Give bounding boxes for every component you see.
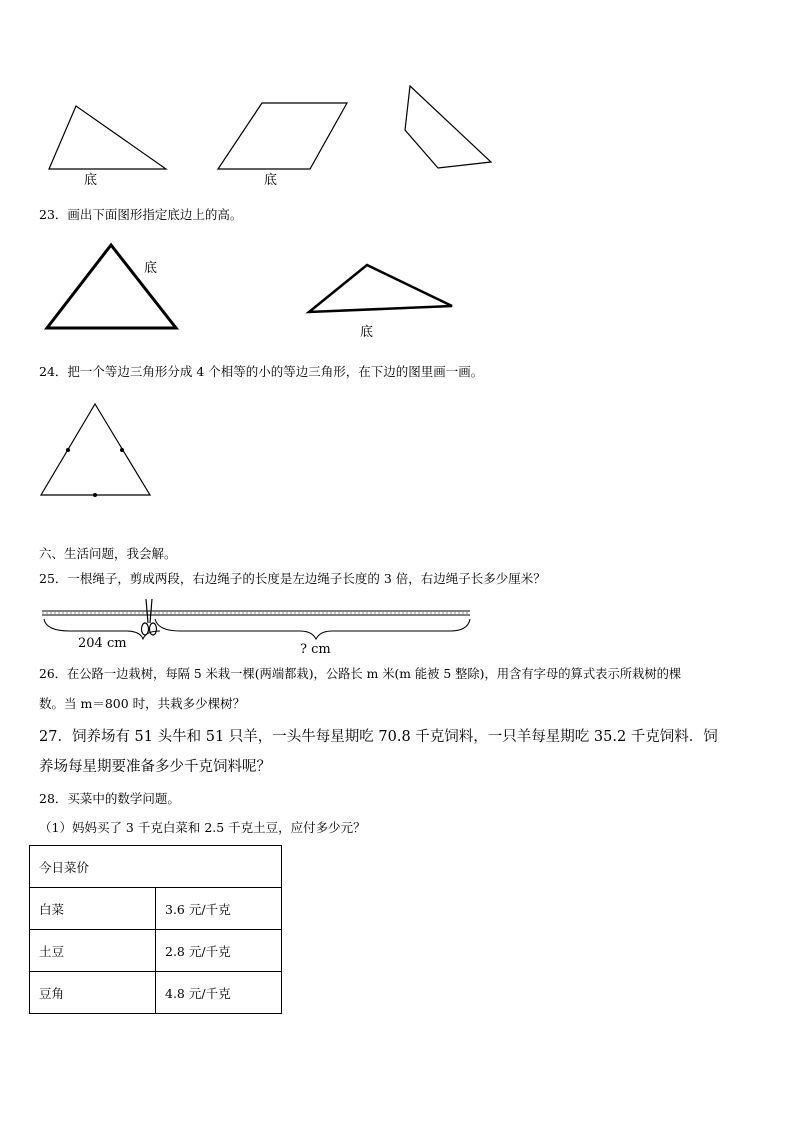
obtuse-triangle-figure (309, 265, 452, 312)
item-cell: 白菜 (30, 888, 156, 930)
q27-line1: 27．饲养场有 51 头牛和 51 只羊，一头牛每星期吃 70.8 千克饲料，一只羊每星期吃 35.2 千克饲料．饲 (39, 729, 718, 745)
top-figures (0, 0, 794, 200)
q23-base-label-2: 底 (360, 325, 374, 340)
equilateral-triangle-figure (47, 245, 176, 328)
q23-text: 23．画出下面图形指定底边上的高。 (39, 207, 243, 222)
rope-figure (0, 595, 794, 655)
trapezoid-figure (405, 86, 491, 168)
left-length-label: 204 cm (78, 636, 127, 651)
price-table (29, 845, 282, 1014)
q28-sub1: （1）妈妈买了 3 千克白菜和 2.5 千克土豆，应付多少元？ (39, 820, 366, 835)
price-cell: 3.6 元/千克 (156, 888, 282, 930)
item-cell: 豆角 (30, 972, 156, 1014)
base-label-1: 底 (84, 173, 98, 188)
right-length-label: ? cm (300, 642, 331, 655)
table-row (30, 888, 282, 930)
q27-line2: 养场每星期要准备多少千克饲料呢？ (39, 759, 271, 775)
table-header: 今日菜价 (30, 846, 282, 888)
midpoint-dot-right (120, 448, 124, 452)
item-cell: 土豆 (30, 930, 156, 972)
table-row (30, 972, 282, 1014)
q24-figure (0, 395, 200, 505)
q23-figures (0, 230, 794, 350)
q28-text: 28．买菜中的数学问题。 (39, 791, 180, 806)
midpoint-dot-left (66, 448, 70, 452)
base-label-2: 底 (264, 173, 278, 188)
table-row (30, 930, 282, 972)
scissors-icon (142, 599, 157, 635)
q24-text: 24．把一个等边三角形分成 4 个相等的小的等边三角形，在下边的图里画一画。 (39, 364, 484, 379)
table-header-row (30, 846, 282, 888)
price-cell: 4.8 元/千克 (156, 972, 282, 1014)
q26-line2: 数。当 m＝800 时，共栽多少棵树？ (39, 696, 246, 711)
midpoint-dot-bottom (93, 493, 97, 497)
dotted-triangle-figure (41, 404, 150, 495)
q25-text: 25．一根绳子，剪成两段，右边绳子的长度是左边绳子长度的 3 倍，右边绳子长多少厘米？ (39, 571, 546, 586)
q23-base-label-1: 底 (144, 261, 158, 276)
right-brace (155, 619, 470, 639)
section6-title: 六、生活问题，我会解。 (39, 546, 177, 561)
q26-line1: 26．在公路一边栽树，每隔 5 米栽一棵(两端都栽)，公路长 m 米(m 能被 5 整除)，用含有字母的算式表示所栽树的棵 (39, 667, 682, 681)
parallelogram-figure (218, 103, 347, 169)
price-cell: 2.8 元/千克 (156, 930, 282, 972)
triangle-figure (49, 106, 166, 169)
